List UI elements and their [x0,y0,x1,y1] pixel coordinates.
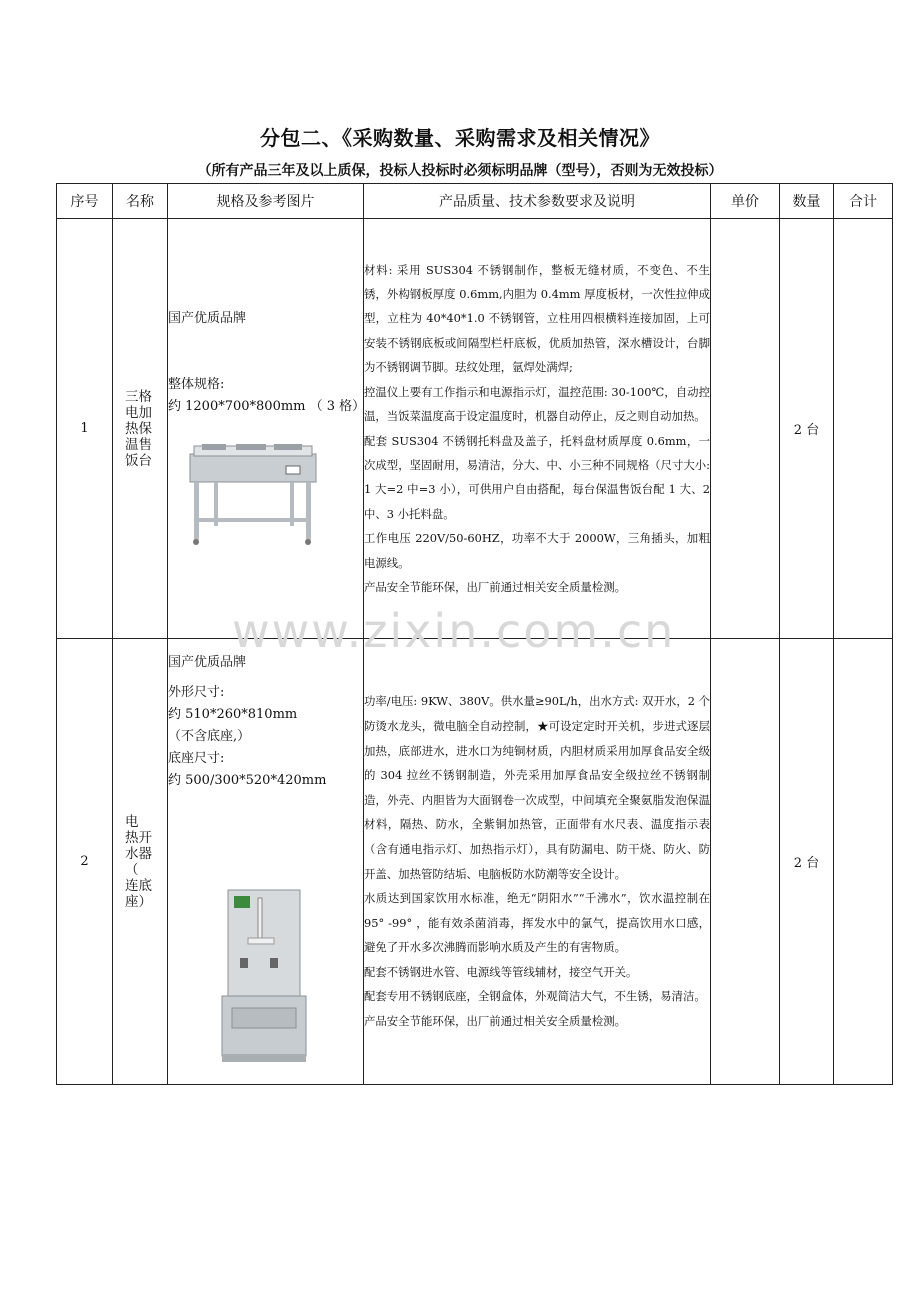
header-name: 名称 [113,184,168,219]
document-title: 分包二、《采购数量、采购需求及相关情况》 [260,126,660,150]
desc-paragraph: 配套不锈钢进水管、电源线等管线辅材，接空气开关。 [364,964,638,979]
row-description [364,639,711,1085]
header-quantity: 数量 [780,184,834,219]
spec-size-value: 约 510*260*810mm [168,706,298,722]
water-boiler-image [218,888,310,1064]
header-index: 序号 [57,184,113,219]
desc-paragraph: 配套专用不锈钢底座，全钢盒体，外观简洁大气，不生锈，易清洁。 [364,989,706,1004]
desc-paragraph: 功率/电压: 9KW、380V。供水量≥90L/h，出水方式: 双开水，2 个防烫水龙头，微电脑全自动控制，★可设定定时开关机，步进式逐层加热，底部进水，进水口为纯铜材质，内胆材质采用加厚食品安全级的 304 拉丝不锈钢制造，外壳采用加厚食品安全级拉丝不锈钢制造，外壳、内胆皆为大面钢卷一次成型，中间填充全聚氨脂发泡保温材料，隔热、防水，全紫铜加热管，正面带有水尺表、温度指示表（含有通电指示灯、加热指示灯），具有防漏电、防干烧、防火、防开盖、加热管防结垢、电脑板防水防潮等安全设计。 [364,694,710,881]
spec-base-value: 约 500/300*520*420mm [168,772,327,788]
spec-size-note: （不含底座,） [168,728,251,744]
header-total: 合计 [834,184,893,219]
row-name [113,219,168,639]
desc-paragraph: 工作电压 220V/50-60HZ，功率不大于 2000W，三角插头，加粗电源线。 [364,531,710,570]
row-index: 2 [57,639,113,1085]
desc-paragraph: 产品安全节能环保，出厂前通过相关安全质量检测。 [364,579,626,594]
spec-brand: 国产优质品牌 [168,310,247,326]
desc-paragraph: 控温仪上要有工作指示和电源指示灯，温控范围: 30-100℃，自动控温，当饭菜温度高于设定温度时，机器自动停止，反之则自动加热。 [364,384,710,424]
row-index: 1 [57,219,113,639]
row-description [364,219,711,639]
spec-size-label: 整体规格: [168,376,225,392]
row-quantity: 2 台 [780,219,834,639]
table-row [57,219,893,639]
table-header-row [57,184,893,219]
procurement-table [56,183,893,1085]
row-unit-price [711,639,780,1085]
product-name: 三格电加热保温售饭台 [125,388,152,469]
row-quantity: 2 台 [780,639,834,1085]
desc-paragraph: 材料: 采用 SUS304 不锈钢制作，整板无缝材质，不变色、不生锈，外构钢板厚度 0.6mm,内胆为 0.4mm 厚度板材，一次性拉伸成型，立柱为 40*40*1.0 不锈钢管，立柱用四根横料连接加固，上可安装不锈钢底板或间隔型栏杆底板，优质加热管，深水槽设计，台脚为不锈钢调节脚。珐纹处理，氩焊处满焊; [364,262,710,375]
header-desc: 产品质量、技术参数要求及说明 [364,184,711,219]
row-spec [168,219,364,639]
document-subtitle: （所有产品三年及以上质保，投标人投标时必须标明品牌（型号），否则为无效投标） [197,163,723,179]
row-name [113,639,168,1085]
spec-size-label: 外形尺寸: [168,684,225,700]
spec-base-label: 底座尺寸: [168,750,225,766]
desc-paragraph: 水质达到国家饮用水标准，绝无“阴阳水”“千沸水”，饮水温控制在 95° -99° ，能有效杀菌消毒，挥发水中的氯气，提高饮用水口感，避免了开水多次沸腾而影响水质及产生的有害物质。 [364,891,710,955]
food-warmer-table-image [186,440,320,550]
table-row [57,639,893,1085]
header-spec: 规格及参考图片 [168,184,364,219]
spec-size-value: 约 1200*700*800mm （ 3 格） [168,398,366,414]
product-name: 电 热开 水器（ 连底座） [125,813,152,910]
row-total [834,639,893,1085]
desc-paragraph: 配套 SUS304 不锈钢托料盘及盖子，托料盘材质厚度 0.6mm，一次成型，坚固耐用，易清洁，分大、中、小三种不同规格（尺寸大小: 1 大=2 中=3 小），可供用户自由搭配，每台保温售饭台配 1 大、2 中、3 小托料盘。 [364,433,710,521]
desc-paragraph: 产品安全节能环保，出厂前通过相关安全质量检测。 [364,1014,626,1029]
spec-brand: 国产优质品牌 [168,654,247,670]
header-unit-price: 单价 [711,184,780,219]
row-total [834,219,893,639]
row-spec [168,639,364,1085]
watermark: www.zixin.com.cn [232,604,676,658]
row-unit-price [711,219,780,639]
